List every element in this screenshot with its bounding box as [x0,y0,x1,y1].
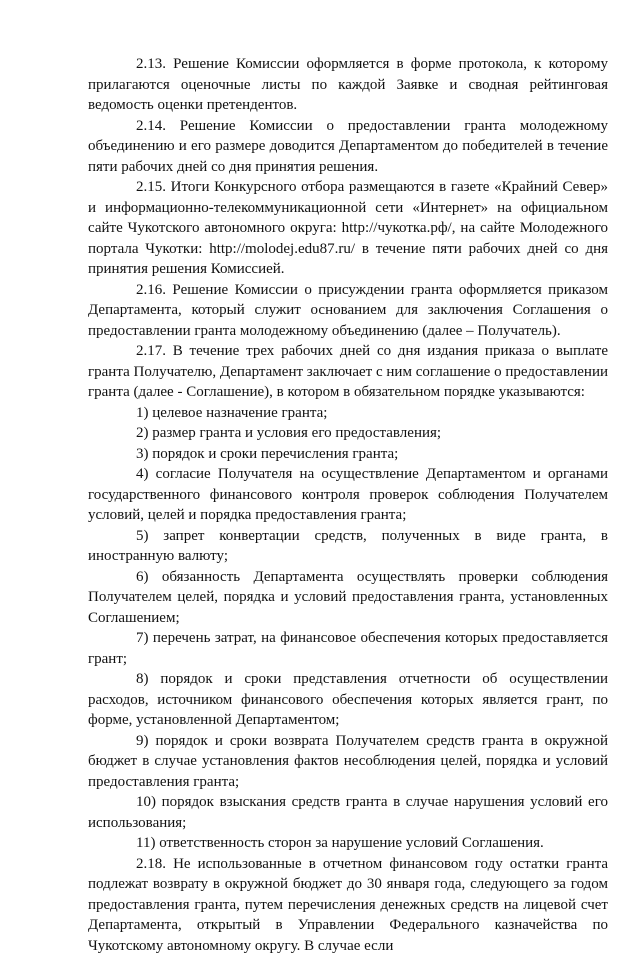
list-item-8: 8) порядок и сроки представления отчетности об осуществлении расходов, источником финансового обеспечения которых является грант, по форме, установленной Департаментом; [88,669,608,731]
document-body [88,54,608,956]
list-item-11: 11) ответственность сторон за нарушение условий Соглашения. [88,833,608,854]
list-item-2: 2) размер гранта и условия его предоставления; [88,423,608,444]
paragraph-2-15: 2.15. Итоги Конкурсного отбора размещаются в газете «Крайний Север» и информационно-телекоммуникационной сети «Интернет» на официальном сайте Чукотского автономного округа: http://чукотка.рф/, на сайте Молодежного портала Чукотки: http://molodej.edu87.ru/ в течение пяти рабочих дней со дня принятия решения Комиссией. [88,177,608,280]
list-item-5: 5) запрет конвертации средств, полученных в виде гранта, в иностранную валюту; [88,526,608,567]
list-item-7: 7) перечень затрат, на финансовое обеспечения которых предоставляется грант; [88,628,608,669]
paragraph-2-14: 2.14. Решение Комиссии о предоставлении гранта молодежному объединению и его размере доводится Департаментом до победителей в течение пяти рабочих дней со дня принятия решения. [88,116,608,178]
paragraph-2-16: 2.16. Решение Комиссии о присуждении гранта оформляется приказом Департамента, который служит основанием для заключения Соглашения о предоставлении гранта молодежному объединению (далее – Получатель). [88,280,608,342]
paragraph-2-17: 2.17. В течение трех рабочих дней со дня издания приказа о выплате гранта Получателю, Департамент заключает с ним соглашение о предоставлении гранта (далее - Соглашение), в котором в обязательном порядке указываются: [88,341,608,403]
list-item-1: 1) целевое назначение гранта; [88,403,608,424]
paragraph-2-13: 2.13. Решение Комиссии оформляется в форме протокола, к которому прилагаются оценочные листы по каждой Заявке и сводная рейтинговая ведомость оценки претендентов. [88,54,608,116]
paragraph-2-18: 2.18. Не использованные в отчетном финансовом году остатки гранта подлежат возврату в окружной бюджет до 30 января года, следующего за годом предоставления гранта, путем перечисления денежных средств на лицевой счет Департамента, открытый в Управлении Федерального казначейства по Чукотскому автономному округу. В случае если [88,854,608,956]
list-item-10: 10) порядок взыскания средств гранта в случае нарушения условий его использования; [88,792,608,833]
list-item-3: 3) порядок и сроки перечисления гранта; [88,444,608,465]
list-item-4: 4) согласие Получателя на осуществление Департаментом и органами государственного финансового контроля проверок соблюдения Получателем условий, целей и порядка предоставления гранта; [88,464,608,526]
list-item-9: 9) порядок и сроки возврата Получателем средств гранта в окружной бюджет в случае установления фактов несоблюдения целей, порядка и условий предоставления гранта; [88,731,608,793]
list-item-6: 6) обязанность Департамента осуществлять проверки соблюдения Получателем целей, порядка и условий предоставления гранта, установленных Соглашением; [88,567,608,629]
